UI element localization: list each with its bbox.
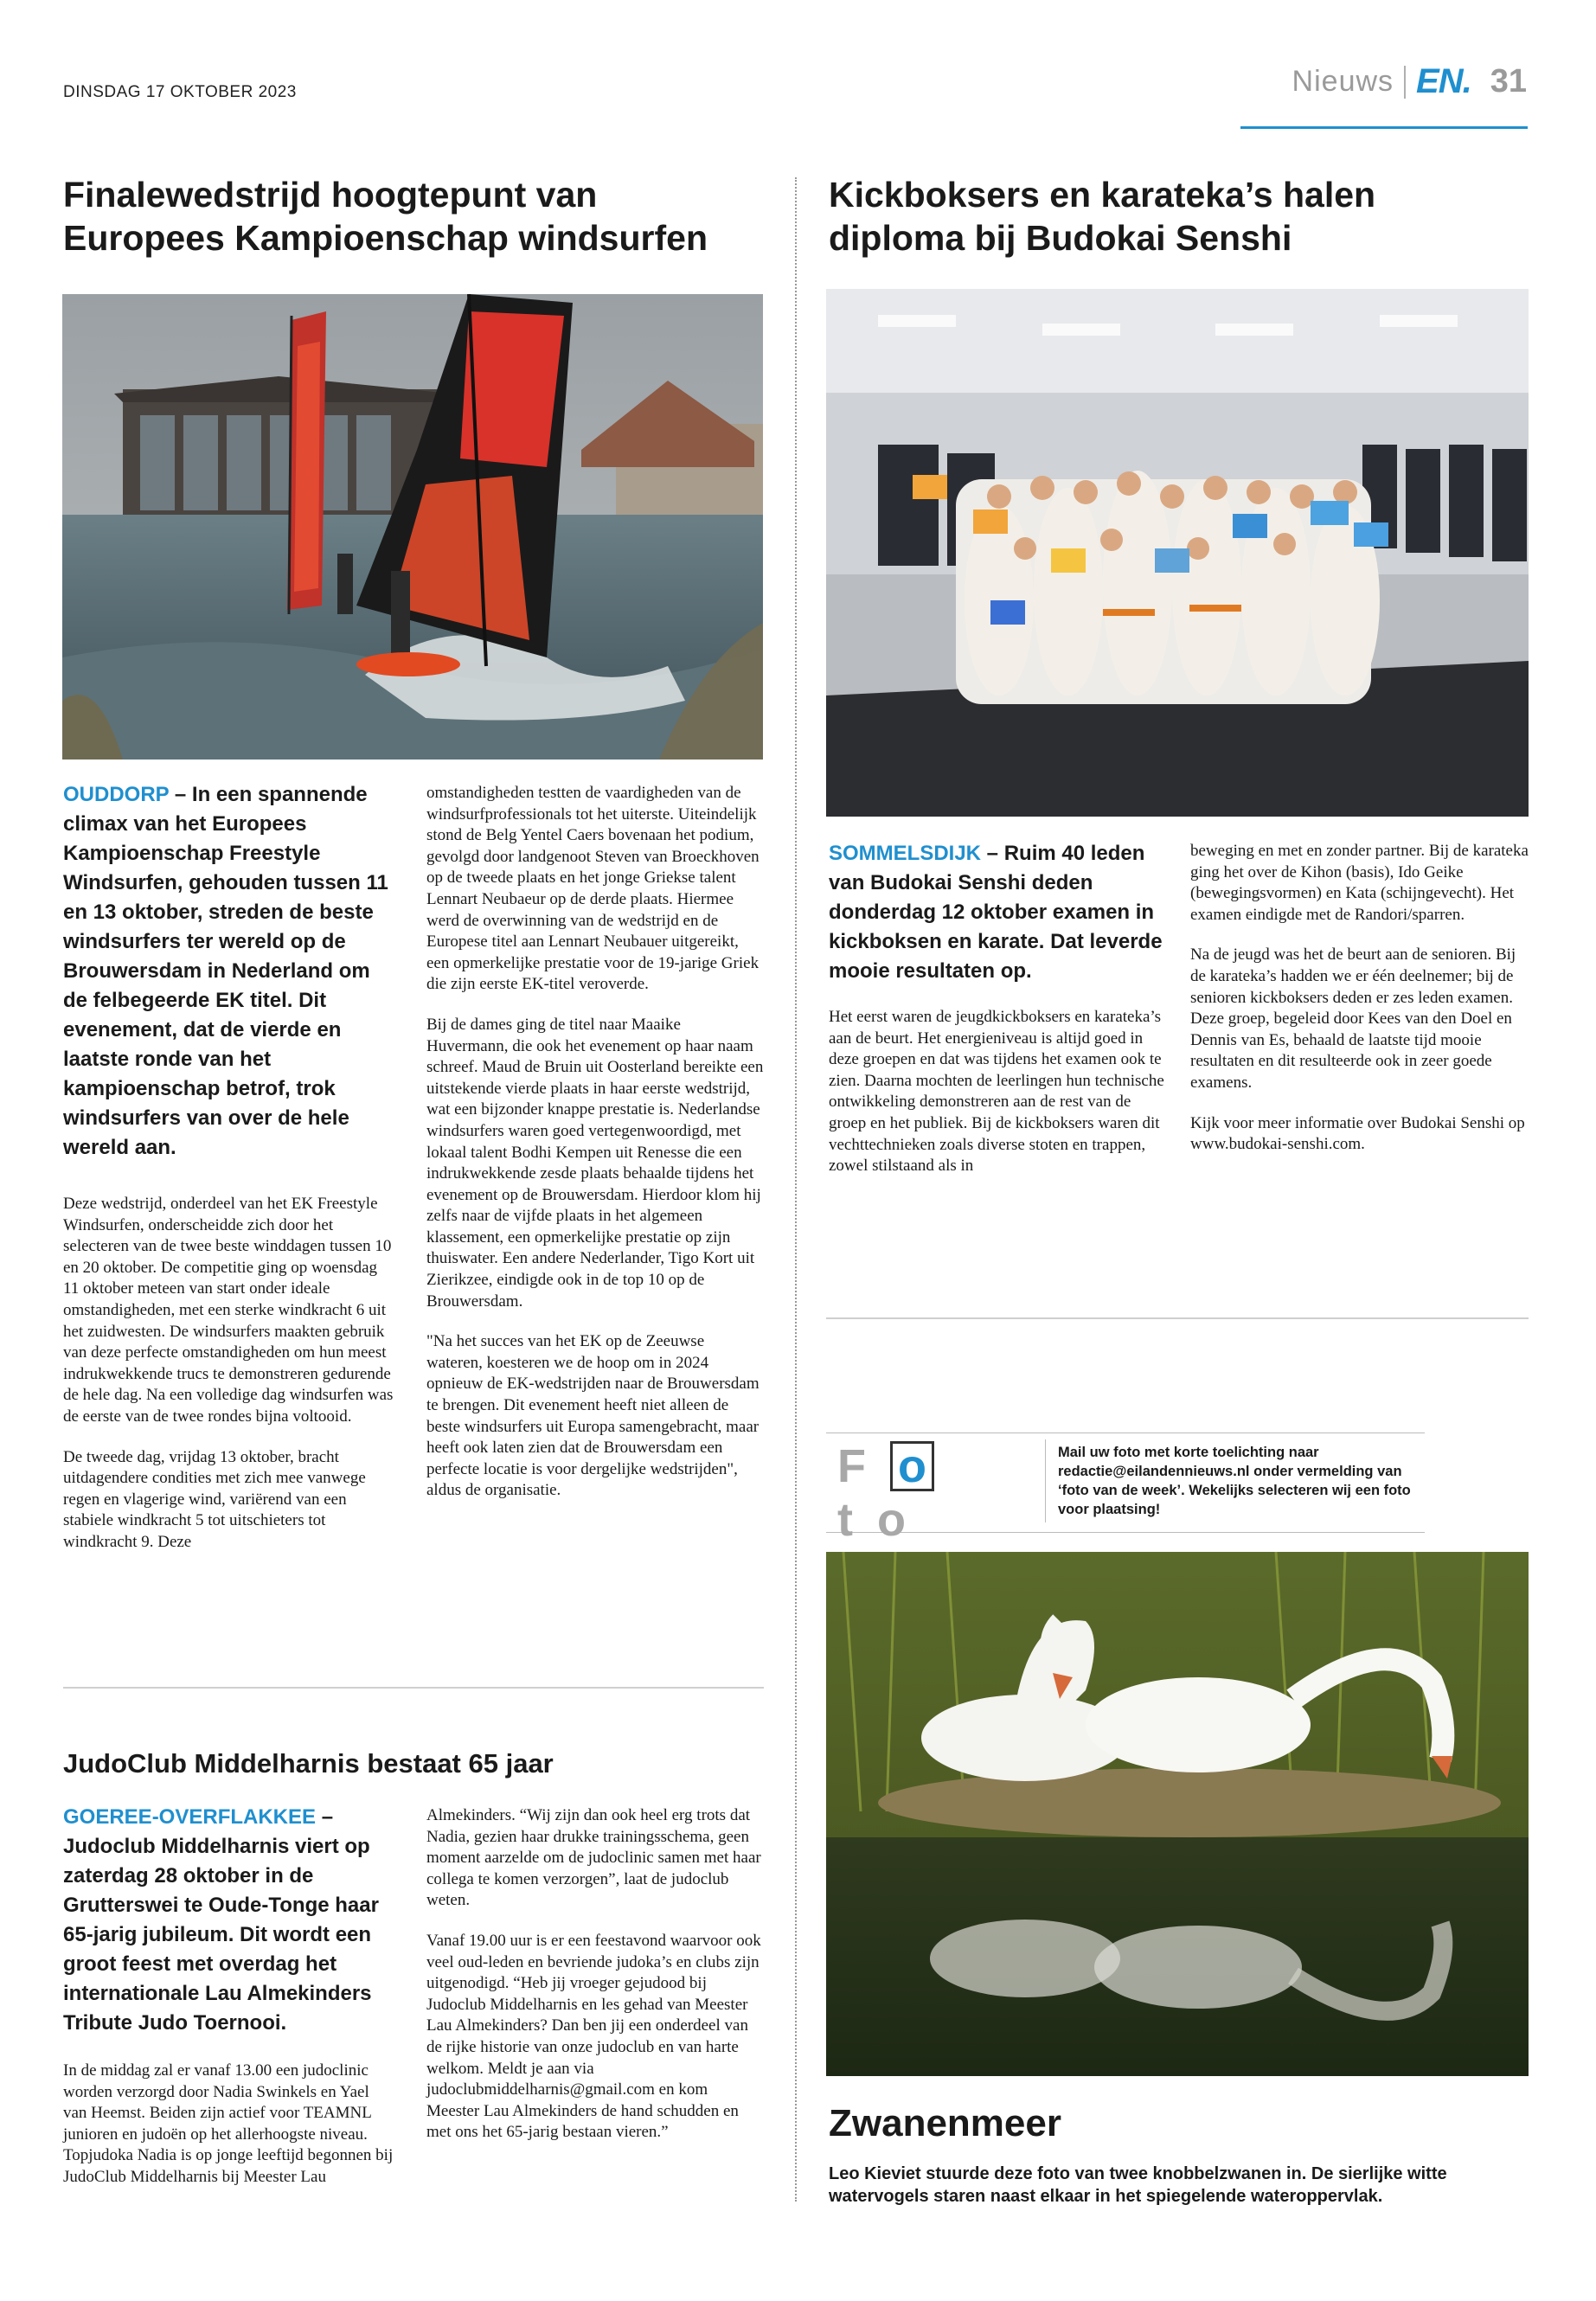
judo-body-col1	[63, 2061, 396, 2189]
kickboks-body-col2	[1190, 841, 1529, 1156]
column-divider	[795, 177, 797, 2202]
kickboks-paragraph: Het eerst waren de jeugdkickboksers en karateka’s aan de beurt. Het energieniveau is altijd goed in deze groepen en dat was tijdens het examen ook te zien. Daarna mochten de leerlingen hun technische ontwikkeling demonstreren aan de rest van de groep en het publiek. Bij de kickboksers waren dit vechttechnieken zoals diverse stoten en trappen, zowel stilstaand als in	[829, 1008, 1164, 1176]
kickboks-body-col1	[829, 1007, 1166, 1177]
windsurf-paragraph: De tweede dag, vrijdag 13 oktober, bracht uitdagendere condities met zich mee vanwege regen en vlagerige wind, variërend van een stabiele windkracht 5 tot uitschieters tot windkracht 9. Deze	[63, 1447, 366, 1551]
header-rule	[1240, 126, 1528, 129]
judo-paragraph: Vanaf 19.00 uur is er een feestavond waarvoor ook veel oud-leden en bevriende judoka’s en clubs zijn uitgenodigd. “Heb jij vroeger gejudood bij Judoclub Middelharnis en les gehad van Meester Lau Almekinders? Dan ben jij een onderdeel van de rijke historie van onze judoclub en van harte welkom. Meldt je aan via judoclubmiddelharnis@gmail.com en kom Meester Lau Almekinders de hand schudden en met ons het 65-jarig bestaan vieren.”	[426, 1931, 761, 2142]
windsurf-dateline: OUDDORP	[63, 783, 170, 806]
judo-body-col2	[426, 1805, 764, 2144]
foto-caption: Leo Kieviet stuurde deze foto van twee knobbelzwanen in. De sierlijke witte watervogels staren naast elkaar in het spiegelende wateroppervlak.	[829, 2164, 1447, 2206]
kickboks-lead	[829, 839, 1166, 986]
section-name: Nieuws	[1292, 65, 1394, 98]
foto-van-de-week-logo	[837, 1439, 1028, 1546]
section-rule	[826, 1317, 1529, 1319]
swans-photo	[826, 1552, 1529, 2076]
windsurf-body-col1	[63, 1194, 396, 1554]
windsurf-body-col2	[426, 783, 764, 1502]
issue-date: DINSDAG 17 OKTOBER 2023	[63, 83, 297, 101]
windsurf-photo	[62, 294, 763, 760]
kickboks-dateline: SOMMELSDIJK	[829, 842, 982, 865]
windsurf-paragraph: Deze wedstrijd, onderdeel van het EK Freestyle Windsurfen, onderscheidde zich door het selecteren van de twee beste winddagen tussen 10 en 20 oktober. De competitie ging op woensdag 11 oktober meteen van start onder ideale omstandigheden, met een sterke windkracht 6 uit het zuidwesten. De windsurfers maakten gebruik van deze perfecte omstandigheden om hun meest indrukwekkende trucs te demonstreren gedurende de hele dag. Na een volledige dag windsurfen was de eerste van de twee rondes bijna voltooid.	[63, 1195, 394, 1426]
kickboks-paragraph: Kijk voor meer informatie over Budokai Senshi op www.budokai-senshi.com.	[1190, 1113, 1525, 1154]
judo-lead	[63, 1803, 396, 2038]
kickboks-group-photo	[826, 289, 1529, 817]
judo-lead-text: – Judoclub Middelharnis viert op zaterdag 28 oktober in de Grutterswei te Oude-Tonge haar 65-jarig jubileum. Dit wordt een groot feest met overdag het internationale Lau Almekinders Tribute Judo Toernooi.	[63, 1805, 379, 2035]
windsurf-lead-text: – In een spannende climax van het Europees Kampioenschap Freestyle Windsurfen, gehouden tussen 11 en 13 oktober, streden de beste windsurfers ter wereld op de Brouwersdam in Nederland om de felbegeerde EK titel. Dit evenement, dat de vierde en laatste ronde van het kampioenschap betrof, trok windsurfers van over de hele wereld aan.	[63, 783, 388, 1159]
section-rule	[63, 1687, 764, 1689]
judo-paragraph: In de middag zal er vanaf 13.00 een judoclinic worden verzorgd door Nadia Swinkels en Yael van Heemst. Beiden zijn actief voor TEAMNL junioren en judoën op het allerhoogste niveau. Topjudoka Nadia is op jonge leeftijd begonnen bij JudoClub Middelharnis bij Meester Lau	[63, 2061, 394, 2186]
windsurf-paragraph: omstandigheden testten de vaardigheden van de windsurfprofessionals tot het uiterste. Uiteindelijk stond de Belg Yentel Caers bovenaan het podium, gevolgd door landgenoot Steven van Broeckhoven op de tweede plaats en het jonge Griekse talent Lennart Neubaeur op de derde plaats. Hiermee werd de overwinning van de wedstrijd en de Europese titel aan Lennart Neubauer uitgereikt, een opmerkelijke prestatie voor de 19-jarige Griek die zijn eerste EK-titel veroverde.	[426, 784, 760, 994]
judo-dateline: GOEREE-OVERFLAKKEE	[63, 1805, 317, 1829]
kickboks-headline: Kickboksers en karateka’s halen diploma bij Budokai Senshi	[829, 175, 1376, 259]
windsurf-lead	[63, 780, 396, 1163]
kickboks-paragraph: Na de jeugd was het de beurt aan de senioren. Bij de karateka’s hadden we er één deelnemer; bij de senioren kickboksers deden er zes leden examen. Deze groep, begeleid door Kees van den Doel en Dennis van Es, behaald de laatste tijd mooie resultaten en dit resulteerde ook in zeer goede examens.	[1190, 945, 1516, 1092]
kickboks-paragraph: beweging en met en zonder partner. Bij de karateka ging het over de Kihon (basis), Ido Geike (bewegingsvormen) en Kata (schijngevecht). Het examen eindigde met de Randori/sparren.	[1190, 842, 1529, 924]
foto-logo-word: F oto	[837, 1439, 1028, 1547]
banner-divider	[1045, 1439, 1046, 1522]
page-header	[1292, 62, 1527, 101]
foto-title: Zwanenmeer	[829, 2102, 1061, 2144]
kickboks-lead-text: – Ruim 40 leden van Budokai Senshi deden donderdag 12 oktober examen in kickboksen en karate. Dat leverde mooie resultaten op.	[829, 842, 1163, 983]
windsurf-paragraph: Bij de dames ging de titel naar Maaike Huvermann, die ook het evenement op haar naam schreef. Maud de Bruin uit Oosterland bereikte een uitstekende vierde plaats in haar eerste wedstrijd, wat een bijzonder knappe prestatie is. Nederlandse windsurfers waren goed vertegenwoordigd, met lokaal talent Bodhi Kempen uit Renesse die een indrukwekkende zesde plaats behaalde tijdens het evenement op de Brouwersdam. Hierdoor klom hij zelfs naar de vijfde plaats in het algemeen klassement, een opmerkelijke prestatie op zijn thuiswater. Een andere Nederlander, Tigo Kort uit Zierikzee, eindigde ook in de top 10 op de Brouwersdam.	[426, 1015, 764, 1311]
windsurf-paragraph: "Na het succes van het EK op de Zeeuwse wateren, koesteren we de hoop om in 2024 opnieuw de EK-wedstrijden naar de Brouwersdam te brengen. Dit evenement heeft niet alleen de beste windsurfers uit Europa samengebracht, maar heeft ook laten zien dat de Brouwersdam een perfecte locatie is voor dergelijke wedstrijden", aldus de organisatie.	[426, 1332, 760, 1500]
page-number: 31	[1490, 63, 1527, 99]
judo-paragraph: Almekinders. “Wij zijn dan ook heel erg trots dat Nadia, gezien haar drukke trainingsschema, geen moment aarzelde om de judoclinic samen met haar collega te komen verzorgen”, laat de judoclub weten.	[426, 1806, 761, 1910]
foto-instructions: Mail uw foto met korte toelichting naar redactie@eilandennieuws.nl onder vermelding van ‘foto van de week’. Wekelijks selecteren wij een foto voor plaatsing!	[1058, 1445, 1411, 1517]
publication-logo: EN.	[1416, 62, 1471, 100]
judo-headline: JudoClub Middelharnis bestaat 65 jaar	[63, 1748, 554, 1779]
windsurf-headline: Finalewedstrijd hoogtepunt van Europees Kampioenschap windsurfen	[63, 175, 708, 259]
header-divider	[1404, 66, 1406, 99]
